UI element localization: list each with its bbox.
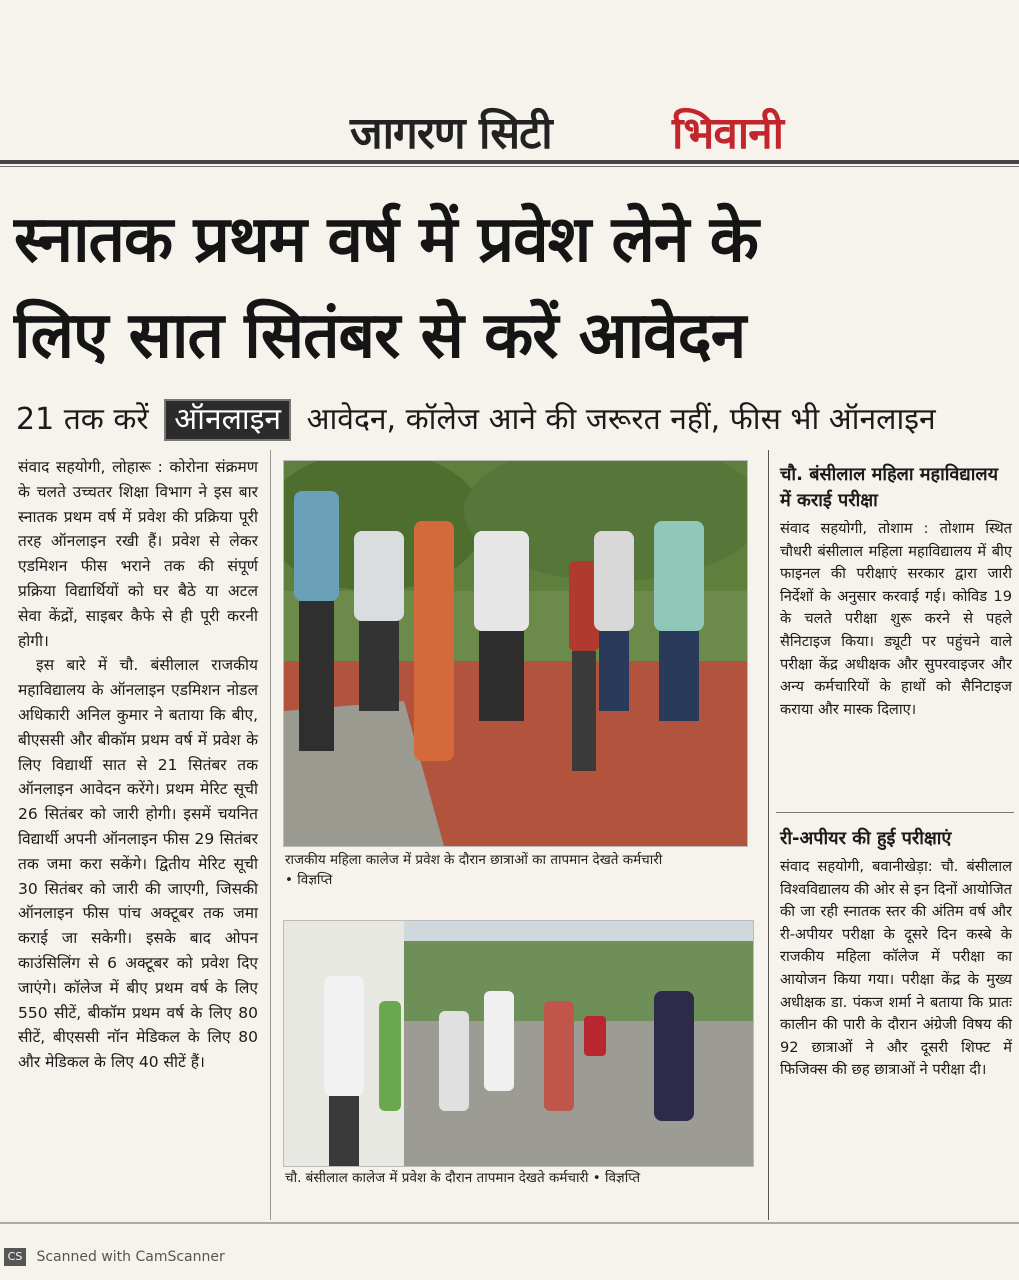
- photo-1-image: [284, 461, 747, 846]
- masthead-rule: [0, 160, 1019, 164]
- online-badge: ऑनलाइन: [164, 399, 291, 441]
- headline: [14, 192, 1004, 384]
- headline-line-1: स्नातक प्रथम वर्ष में प्रवेश लेने के: [14, 203, 758, 277]
- side-story-2: [780, 826, 1012, 1082]
- masthead: [0, 95, 1019, 165]
- bottom-rule: [0, 1222, 1019, 1224]
- photo-1-caption: राजकीय महिला कालेज में प्रवेश के दौरान छात्राओं का तापमान देखते कर्मचारी: [285, 852, 663, 868]
- subhead-after: आवेदन, कॉलेज आने की जरूरत नहीं, फीस भी ऑनलाइन: [306, 402, 936, 437]
- photo-2-image: [284, 921, 753, 1166]
- masthead-brand: जागरण सिटी: [350, 108, 552, 159]
- subhead-before: 21 तक करें: [16, 402, 149, 437]
- side-story-2-title: री-अपीयर की हुई परीक्षाएं: [780, 828, 952, 849]
- masthead-rule-thin: [0, 166, 1019, 167]
- photo-2-caption-block: [285, 1168, 755, 1188]
- scanner-footer-text: Scanned with CamScanner: [36, 1249, 225, 1265]
- side-story-separator: [776, 812, 1014, 813]
- column-divider-left: [270, 450, 271, 1220]
- side-story-1-body: संवाद सहयोगी, तोशाम : तोशाम स्थित चौधरी बंसीलाल महिला महाविद्यालय में बीए फाइनल की परीक्षाएं सरकार द्वारा जारी निर्देशों के अनुसार करवाई गई। कोविड 19 के चलते परीक्षा शुरू करने से पहले सैनिटाइज किया। ड्यूटी पर पहुंचने वाले परीक्षा केंद्र अधीक्षक और सुपरवाइजर और अन्य कर्मचारियों के हाथों को सैनिटाइज कराया और मास्क दिलाए।: [780, 520, 1012, 718]
- photo-1-credit: • विज्ञप्ति: [285, 872, 333, 888]
- main-story: [18, 455, 258, 1075]
- side-story-1: [780, 462, 1012, 721]
- subheadline: [16, 398, 1006, 442]
- main-story-para-1: संवाद सहयोगी, लोहारू : कोरोना संक्रमण के चलते उच्चतर शिक्षा विभाग ने इस बार स्नातक प्रथम वर्ष में प्रवेश की प्रक्रिया पूरी तरह ऑनलाइन रखी हैं। प्रवेश से लेकर एडमिशन फीस भराने तक की संपूर्ण प्रक्रिया विद्यार्थियों को घर बैठे या अटल सेवा केंद्रों, साइबर कैफे से ही पूरी करनी होगी।: [18, 458, 258, 650]
- photo-temperature-check-2: [283, 920, 754, 1167]
- camscanner-logo-icon: CS: [4, 1248, 26, 1266]
- main-story-para-2: इस बारे में चौ. बंसीलाल राजकीय महाविद्यालय के ऑनलाइन एडमिशन नोडल अधिकारी अनिल कुमार ने बताया कि बीए, बीएससी और बीकॉम प्रथम वर्ष में प्रवेश के लिए विद्यार्थी सात से 21 सितंबर तक ऑनलाइन आवेदन करेंगे। प्रथम मेरिट सूची 26 सितंबर को जारी होगी। इसमें चयनित विद्यार्थी अपनी ऑनलाइन फीस 29 सितंबर तक जमा करा सकेंगे। द्वितीय मेरिट सूची 30 सितंबर को जारी की जाएगी, जिसकी ऑनलाइन फीस पांच अक्टूबर तक जमा कराई जा सकेगी। इसके बाद ओपन काउंसिलिंग से 6 अक्टूबर को प्रवेश दिए जाएंगे। कॉलेज में बीए प्रथम वर्ष के लिए 550 सीटें, बीकॉम प्रथम वर्ष के लिए 80 सीटें, बीएससी नॉन मेडिकल के लिए 80 और मेडिकल के लिए 40 सीटें हैं।: [18, 656, 258, 1072]
- photo-2-caption: चौ. बंसीलाल कालेज में प्रवेश के दौरान तापमान देखते कर्मचारी: [285, 1170, 589, 1186]
- side-story-1-title: चौ. बंसीलाल महिला महाविद्यालय में कराई परीक्षा: [780, 464, 999, 511]
- scanner-footer: [4, 1248, 225, 1270]
- headline-line-2: लिए सात सितंबर से करें आवेदन: [14, 299, 746, 373]
- photo-temperature-check-1: [283, 460, 748, 847]
- column-divider-right: [768, 450, 769, 1220]
- side-story-2-body: संवाद सहयोगी, बवानीखेड़ा: चौ. बंसीलाल विश्वविद्यालय की ओर से इन दिनों आयोजित की जा रही स्नातक स्तर की अंतिम वर्ष और री-अपीयर परीक्षा के दूसरे दिन कस्बे के राजकीय महिला कॉलेज में परीक्षा का आयोजन किया गया। परीक्षा केंद्र के मुख्य अधीक्षक डा. पंकज शर्मा ने बताया कि प्रातः कालीन की पारी के दौरान अंग्रेजी विषय की 92 छात्राओं ने और दूसरी शिफ्ट में फिजिक्स की छह छात्राओं ने परीक्षा दी।: [780, 858, 1012, 1079]
- masthead-city: भिवानी: [672, 108, 784, 159]
- photo-1-caption-block: [285, 850, 745, 890]
- photo-2-credit: • विज्ञप्ति: [592, 1170, 641, 1186]
